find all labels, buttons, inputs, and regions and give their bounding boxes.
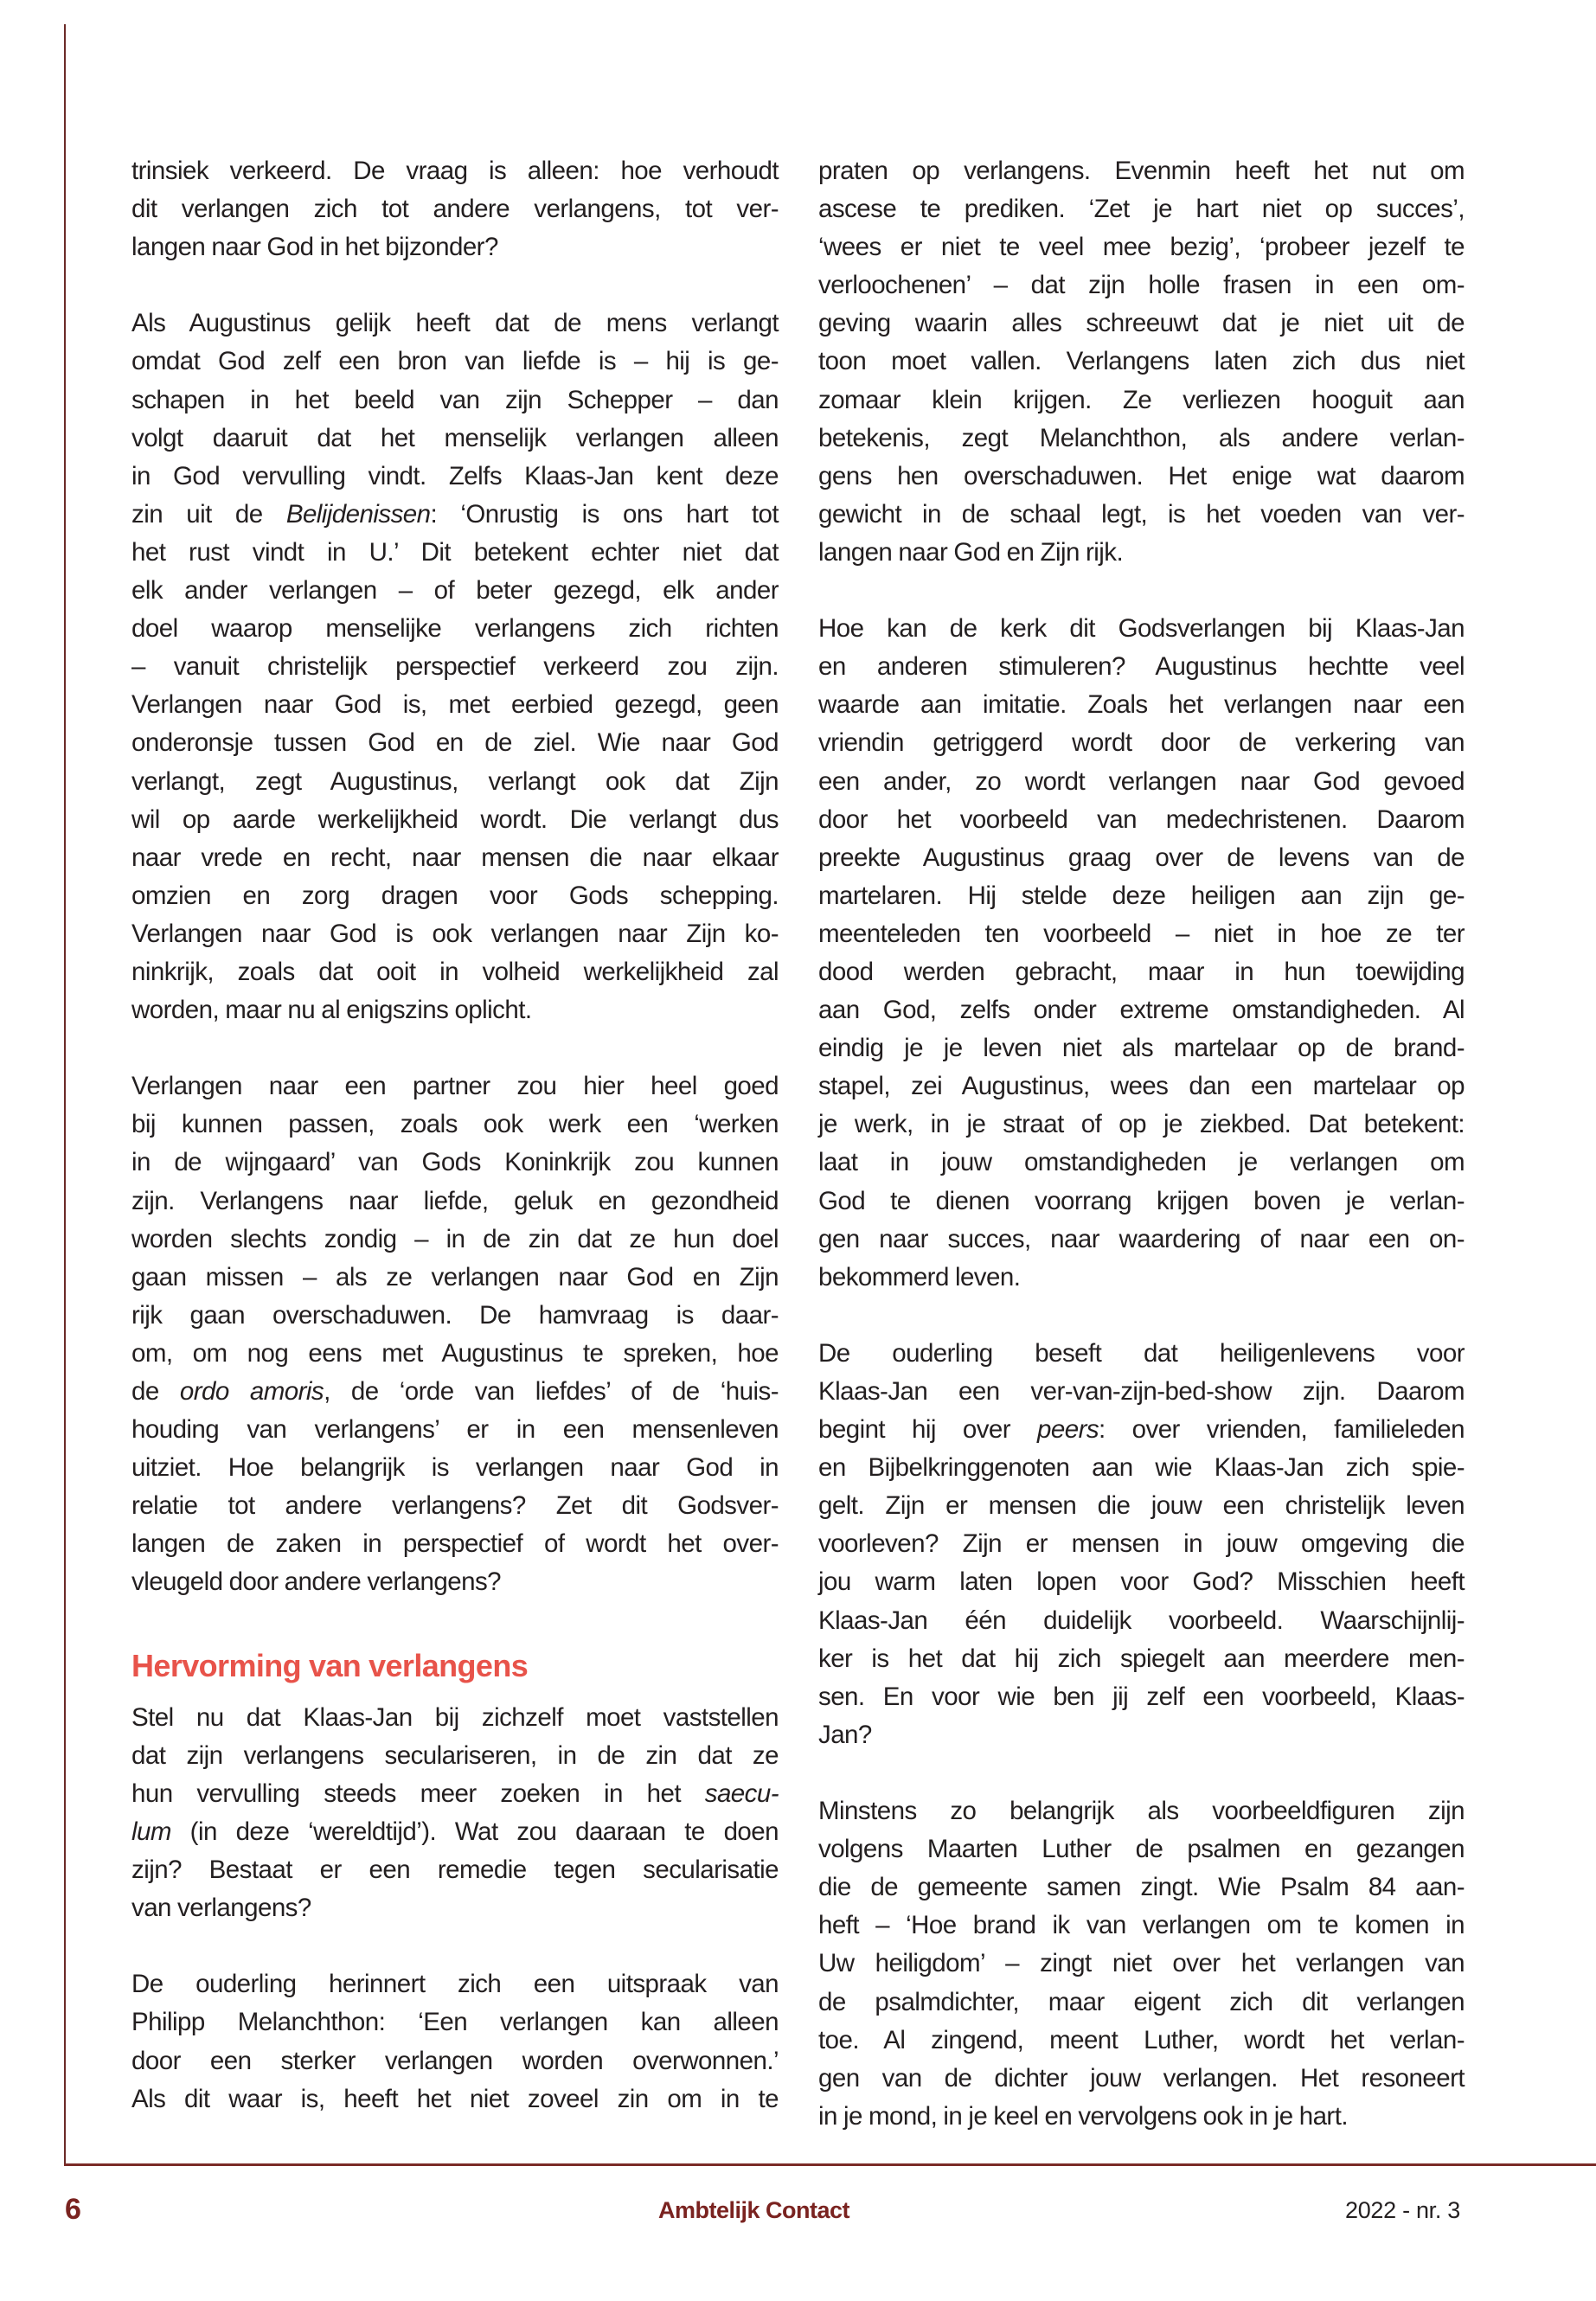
text-line: zijn. Verlangens naar liefde, geluk en gezondheid: [131, 1186, 779, 1215]
text-line: en anderen stimuleren? Augustinus hechtte veel: [818, 652, 1465, 682]
text-line: naar vrede en recht, naar mensen die naar elkaar: [131, 843, 779, 872]
text-line: relatie tot andere verlangens? Zet dit Godsver-: [131, 1491, 779, 1521]
text-line: in je mond, in je keel en vervolgens ook in je hart.: [818, 2101, 1348, 2131]
text-line: rijk gaan overschaduwen. De hamvraag is daar-: [131, 1300, 779, 1330]
text-line: en Bijbelkringgenoten aan wie Klaas-Jan zich spie-: [818, 1453, 1465, 1483]
text-line: Klaas-Jan een ver-van-zijn-bed-show zijn. Daarom: [818, 1377, 1465, 1406]
text-line: De ouderling herinnert zich een uitspraak van: [131, 1970, 779, 1999]
paragraph: [131, 1067, 779, 1601]
left-column: [131, 152, 779, 2157]
text-line: om, om nog eens met Augustinus te spreken, hoe: [131, 1338, 779, 1368]
text-line: langen de zaken in perspectief of wordt het over-: [131, 1529, 779, 1559]
text-line: verlangt, zegt Augustinus, verlangt ook dat Zijn: [131, 766, 779, 796]
text-line: Jan?: [818, 1720, 872, 1749]
text-line: dood werden gebracht, maar in hun toewijding: [818, 957, 1465, 986]
text-line: langen naar God en Zijn rijk.: [818, 537, 1124, 567]
paragraph: [131, 1699, 779, 1928]
text-line: gens hen overschaduwen. Het enige wat daarom: [818, 461, 1465, 490]
right-column: [818, 152, 1465, 2174]
text-line: martelaren. Hij stelde deze heiligen aan zijn ge-: [818, 881, 1465, 910]
text-line: meenteleden ten voorbeeld – niet in hoe ze ter: [818, 919, 1465, 948]
text-line: heft – ‘Hoe brand ik van verlangen om te komen in: [818, 1911, 1465, 1940]
issue-number: 2022 - nr. 3: [1345, 2197, 1460, 2223]
text-line: dat zijn verlangens seculariseren, in de zin dat ze: [131, 1740, 779, 1770]
text-line: verloochenen’ – dat zijn holle frasen in een om-: [818, 271, 1465, 300]
text-line: ninkrijk, zoals dat ooit in volheid werkelijkheid zal: [131, 957, 779, 986]
text-line: Verlangen naar God is ook verlangen naar Zijn ko-: [131, 919, 779, 948]
section-heading: Hervorming van verlangens: [131, 1647, 529, 1683]
text-line: waarde aan imitatie. Zoals het verlangen naar een: [818, 690, 1465, 720]
text-line: lum (in deze ‘wereldtijd’). Wat zou daaraan te doen: [131, 1817, 779, 1846]
text-line: hun vervulling steeds meer zoeken in het saecu-: [131, 1779, 779, 1808]
text-line: in de wijngaard’ van Gods Koninkrijk zou kunnen: [131, 1148, 779, 1177]
text-line: begint hij over peers: over vrienden, familieleden: [818, 1415, 1465, 1445]
text-line: Stel nu dat Klaas-Jan bij zichzelf moet vaststellen: [131, 1702, 779, 1732]
paragraph: [818, 610, 1465, 1297]
text-line: omzien en zorg dragen voor Gods schepping.: [131, 881, 779, 910]
text-line: door een sterker verlangen worden overwonnen.’: [131, 2046, 779, 2075]
text-line: in God vervulling vindt. Zelfs Klaas-Jan kent deze: [131, 461, 779, 490]
text-line: van verlangens?: [131, 1894, 311, 1923]
text-line: ascese te prediken. ‘Zet je hart niet op succes’,: [818, 195, 1465, 224]
text-line: laat in jouw omstandigheden je verlangen om: [818, 1148, 1465, 1177]
text-line: Uw heiligdom’ – zingt niet over het verlangen van: [818, 1949, 1465, 1978]
text-line: gewicht in de schaal legt, is het voeden van ver-: [818, 499, 1465, 529]
paragraph: [131, 1965, 779, 2118]
text-line: de ordo amoris, de ‘orde van liefdes’ of de ‘huis-: [131, 1377, 779, 1406]
text-line: een ander, zo wordt verlangen naar God gevoed: [818, 766, 1465, 796]
paragraph: [818, 1792, 1465, 2136]
text-line: worden, maar nu al enigszins oplicht.: [131, 996, 532, 1025]
text-line: geving waarin alles schreeuwt dat je niet uit de: [818, 309, 1465, 338]
text-line: Minstens zo belangrijk als voorbeeldfiguren zijn: [818, 1797, 1465, 1826]
text-line: volgens Maarten Luther de psalmen en gezangen: [818, 1835, 1465, 1864]
text-line: jou warm laten lopen voor God? Misschien heeft: [818, 1567, 1465, 1597]
text-line: gen naar succes, naar waardering of naar een on-: [818, 1224, 1465, 1253]
text-line: gelt. Zijn er mensen die jouw een christelijk leven: [818, 1491, 1465, 1521]
magazine-title: Ambtelijk Contact: [658, 2197, 850, 2223]
text-line: stapel, zei Augustinus, wees dan een martelaar op: [818, 1072, 1465, 1101]
text-line: Verlangen naar God is, met eerbied gezegd, geen: [131, 690, 779, 720]
text-line: toon moet vallen. Verlangens laten zich dus niet: [818, 347, 1465, 376]
text-line: houding van verlangens’ er in een mensenleven: [131, 1415, 779, 1445]
text-line: die de gemeente samen zingt. Wie Psalm 84 aan-: [818, 1873, 1465, 1902]
text-line: zomaar klein krijgen. Ze verliezen hooguit aan: [818, 385, 1465, 414]
text-line: dit verlangen zich tot andere verlangens, tot ver-: [131, 195, 779, 224]
text-line: zijn? Bestaat er een remedie tegen secularisatie: [131, 1856, 779, 1885]
text-line: Als dit waar is, heeft het niet zoveel zin om in te: [131, 2084, 779, 2113]
text-line: preekte Augustinus graag over de levens van de: [818, 843, 1465, 872]
text-line: worden slechts zondig – in de zin dat ze hun doel: [131, 1224, 779, 1253]
text-line: je werk, in je straat of op je ziekbed. Dat betekent:: [818, 1110, 1465, 1139]
text-line: vriendin getriggerd wordt door de verkering van: [818, 728, 1465, 758]
text-line: De ouderling beseft dat heiligenlevens voor: [818, 1338, 1465, 1368]
text-line: het rust vindt in U.’ Dit betekent echter niet dat: [131, 537, 779, 567]
text-line: vleugeld door andere verlangens?: [131, 1567, 502, 1597]
text-line: Klaas-Jan één duidelijk voorbeeld. Waarschijnlij-: [818, 1606, 1465, 1635]
text-line: trinsiek verkeerd. De vraag is alleen: hoe verhoudt: [131, 157, 779, 185]
text-line: gaan missen – als ze verlangen naar God en Zijn: [131, 1262, 779, 1292]
text-line: Als Augustinus gelijk heeft dat de mens verlangt: [131, 309, 779, 338]
text-line: Philipp Melanchthon: ‘Een verlangen kan alleen: [131, 2008, 779, 2037]
text-line: uitziet. Hoe belangrijk is verlangen naar God in: [131, 1453, 779, 1483]
text-line: betekenis, zegt Melanchthon, als andere verlan-: [818, 423, 1465, 452]
text-line: gen van de dichter jouw verlangen. Het resoneert: [818, 2063, 1465, 2093]
text-line: door het voorbeeld van medechristenen. Daarom: [818, 804, 1465, 834]
text-line: schapen in het beeld van zijn Schepper – dan: [131, 385, 779, 414]
text-line: Hoe kan de kerk dit Godsverlangen bij Klaas-Jan: [818, 614, 1465, 644]
text-line: God te dienen voorrang krijgen boven je verlan-: [818, 1186, 1465, 1215]
paragraph: [131, 304, 779, 1029]
page-frame-vertical-rule: [64, 24, 66, 2166]
text-line: zin uit de Belijdenissen: ‘Onrustig is ons hart tot: [131, 499, 779, 529]
text-line: elk ander verlangen – of beter gezegd, elk ander: [131, 576, 779, 606]
text-line: wil op aarde werkelijkheid wordt. Die verlangt dus: [131, 804, 779, 834]
text-line: praten op verlangens. Evenmin heeft het nut om: [818, 157, 1465, 185]
paragraph: [131, 152, 779, 266]
page-number: 6: [65, 2193, 81, 2226]
text-line: onderonsje tussen God en de ziel. Wie naar God: [131, 728, 779, 758]
paragraph: [818, 1335, 1465, 1754]
text-line: ‘wees er niet te veel mee bezig’, ‘probeer jezelf te: [818, 233, 1465, 262]
text-line: langen naar God in het bijzonder?: [131, 233, 498, 262]
text-line: bij kunnen passen, zoals ook werk een ‘werken: [131, 1110, 779, 1139]
paragraph: [818, 152, 1465, 572]
text-line: ker is het dat hij zich spiegelt aan meerdere men-: [818, 1644, 1465, 1673]
text-line: bekommerd leven.: [818, 1262, 1021, 1292]
text-line: toe. Al zingend, meent Luther, wordt het verlan-: [818, 2025, 1465, 2054]
text-line: volgt daaruit dat het menselijk verlangen alleen: [131, 423, 779, 452]
text-line: sen. En voor wie ben jij zelf een voorbeeld, Klaas-: [818, 1682, 1465, 1711]
text-line: aan God, zelfs onder extreme omstandigheden. Al: [818, 996, 1465, 1025]
text-line: doel waarop menselijke verlangens zich richten: [131, 614, 779, 644]
text-line: voorleven? Zijn er mensen in jouw omgeving die: [818, 1529, 1465, 1559]
text-line: eindig je je leven niet als martelaar op de brand-: [818, 1034, 1465, 1063]
text-line: – vanuit christelijk perspectief verkeerd zou zijn.: [131, 652, 779, 682]
text-line: omdat God zelf een bron van liefde is – hij is ge-: [131, 347, 779, 376]
text-line: de psalmdichter, maar eigent zich dit verlangen: [818, 1987, 1465, 2016]
text-line: Verlangen naar een partner zou hier heel goed: [131, 1072, 779, 1101]
